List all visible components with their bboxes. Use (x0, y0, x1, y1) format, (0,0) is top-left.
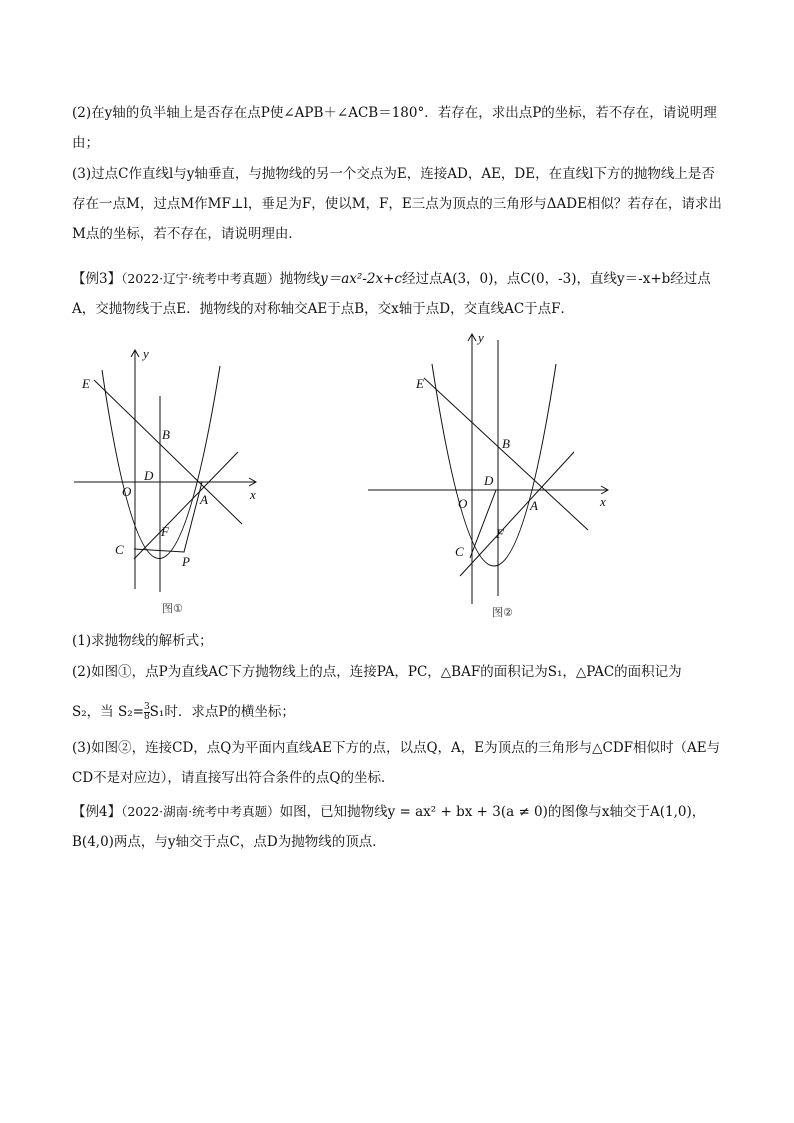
example-3-text-b: 经过点A(3，0)，点C(0，-3)，直线y＝-x+b经过点A，交抛物线于点E．抛物线的对称轴交AE于点B，交x轴于点D，交直线AC于点F． (72, 271, 711, 317)
example-3-formula: y＝ax²-2x+c (320, 271, 402, 287)
fig1-label-x: x (250, 487, 256, 502)
example-4-tag: 【例4】 (72, 804, 122, 820)
q3-text: (3)过点C作直线l与y轴垂直，与抛物线的另一个交点为E，连接AD，AE，DE，在直线l下方的抛物线上是否存在一点M，过点M作MF⊥l，垂足为F，使以M，F，E三点为顶点的三角形与ΔADE相似？若存在，请求出M点的坐标，若不存在，请说明理由． (72, 166, 722, 242)
sub2-b-pre: S₂，当 S₂= (72, 704, 144, 720)
fig2-label-o: O (458, 496, 468, 511)
example-3-text-a: 抛物线 (279, 271, 321, 287)
example-3-source: （2022·辽宁·统考中考真题） (121, 271, 280, 286)
example-4-body: 如图，已知抛物线y = ax² + bx + 3(a ≠ 0)的图像与x轴交于A(1,0)，B(4,0)两点，与y轴交于点C，点D为抛物线的顶点． (72, 804, 706, 850)
example-4-source: （2022·湖南·统考中考真题） (121, 804, 280, 819)
sub2-line-a: (2)如图①，点P为直线AC下方抛物线上的点，连接PA，PC，△BAF的面积记为S₁，△PAC的面积记为 (72, 664, 682, 680)
figure-1 (66, 344, 266, 634)
fig2-line-cd (470, 490, 496, 558)
sub2-line-b (72, 697, 724, 727)
fig1-label-b: B (162, 427, 170, 442)
sub-question-2 (72, 657, 724, 727)
figure-2 (360, 326, 620, 628)
fig2-line-ae (424, 378, 588, 530)
fig2-label-f: F (496, 526, 504, 541)
fig1-label-y: y (143, 346, 149, 361)
fig2-caption: 图② (492, 606, 513, 619)
sub3-text: (3)如图②，连接CD，点Q为平面内直线AE下方的点，以点Q，A，E为顶点的三角形与△CDF相似时（AE与CD不是对应边），请直接写出符合条件的点Q的坐标． (72, 740, 721, 786)
fig1-label-p: P (182, 554, 190, 569)
fig1-label-f: F (161, 524, 169, 539)
example-4-text (72, 797, 724, 857)
fig1-label-a: A (200, 492, 208, 507)
q2-text: (2)在y轴的负半轴上是否存在点P使∠APB＋∠ACB＝180°．若存在，求出点P的坐标，若不存在，请说明理由； (72, 105, 717, 151)
example-3 (72, 264, 724, 324)
sub2-frac-num: 3 (143, 702, 150, 712)
fig2-label-x: x (600, 494, 606, 509)
example-4 (72, 797, 724, 857)
fig2-parabola (432, 364, 556, 566)
fig2-label-d: D (484, 473, 494, 488)
example-3-tag: 【例3】 (72, 271, 122, 287)
fig1-caption: 图① (162, 602, 183, 615)
fig2-label-c: C (455, 544, 464, 559)
fig2-line-ac (460, 452, 574, 576)
sub-question-3 (72, 733, 724, 793)
fig1-label-o: O (122, 484, 132, 499)
question-part-2 (72, 98, 724, 158)
example-3-text (72, 264, 724, 324)
fig2-label-y: y (478, 330, 484, 345)
fig2-label-b: B (502, 436, 510, 451)
fig1-triangle-pca (134, 482, 202, 552)
fig1-label-c: C (115, 542, 124, 557)
fig1-label-d: D (144, 468, 154, 483)
sub2-b-post: S₁时．求点P的横坐标； (149, 704, 295, 720)
fig1-label-e: E (82, 376, 90, 391)
fig2-label-a: A (530, 498, 538, 513)
sub2-frac-den: 8 (143, 712, 150, 722)
question-part-3 (72, 159, 724, 249)
sub-question-1 (72, 626, 724, 656)
sub1-text: (1)求抛物线的解析式； (72, 633, 213, 649)
fig2-label-e: E (416, 376, 424, 391)
